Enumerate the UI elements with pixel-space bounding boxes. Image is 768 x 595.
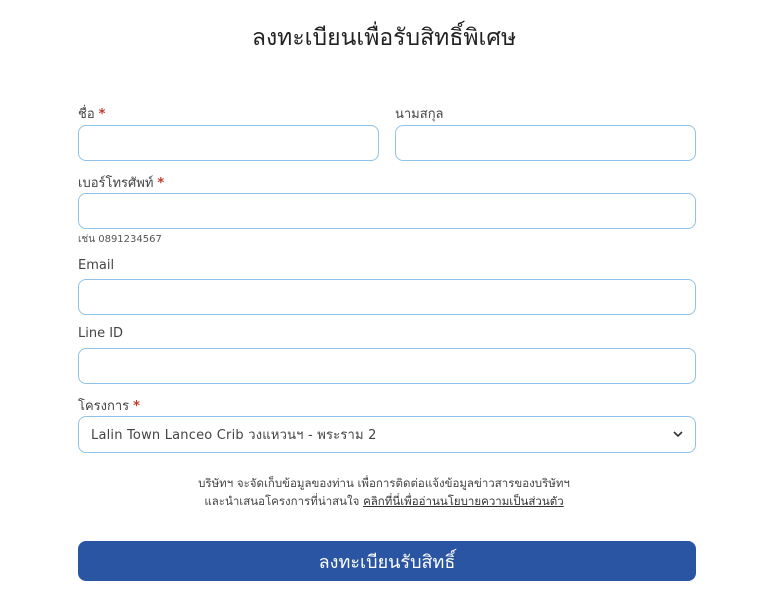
project-label (78, 395, 140, 416)
email-input[interactable] (78, 279, 696, 315)
first-name-label (78, 103, 105, 124)
required-mark: * (98, 107, 106, 122)
phone-hint: เช่น 0891234567 (78, 234, 162, 245)
last-name-input[interactable] (395, 125, 696, 161)
line-id-input[interactable] (78, 348, 696, 384)
required-mark: * (157, 176, 165, 191)
phone-label-text: เบอร์โทรศัพท์ (78, 176, 154, 191)
first-name-input[interactable] (78, 125, 379, 161)
form-title: ลงทะเบียนเพื่อรับสิทธิ์พิเศษ (251, 25, 517, 51)
chevron-down-icon (673, 430, 683, 440)
last-name-label: นามสกุล (395, 107, 444, 122)
privacy-policy-link[interactable]: คลิกที่นี่เพื่ออ่านนโยบายความเป็นส่วนตัว (363, 494, 564, 508)
line-id-label: Line ID (78, 326, 124, 341)
register-submit-button[interactable]: ลงทะเบียนรับสิทธิ์ (78, 541, 696, 581)
first-name-label-text: ชื่อ (78, 107, 95, 122)
email-label: Email (78, 258, 115, 273)
required-mark: * (133, 399, 140, 414)
privacy-notice-line1: บริษัทฯ จะจัดเก็บข้อมูลของท่าน เพื่อการติดต่อแจ้งข้อมูลข่าวสารของบริษัทฯ (198, 476, 570, 490)
privacy-notice-line2 (0, 493, 768, 511)
project-select[interactable] (78, 416, 696, 453)
phone-label (78, 172, 164, 193)
privacy-notice-text: และนำเสนอโครงการที่น่าสนใจ (204, 494, 360, 508)
project-selected-value: Lalin Town Lanceo Crib วงแหวนฯ - พระราม 2 (91, 428, 377, 443)
project-label-text: โครงการ (78, 399, 130, 414)
phone-input[interactable] (78, 193, 696, 229)
